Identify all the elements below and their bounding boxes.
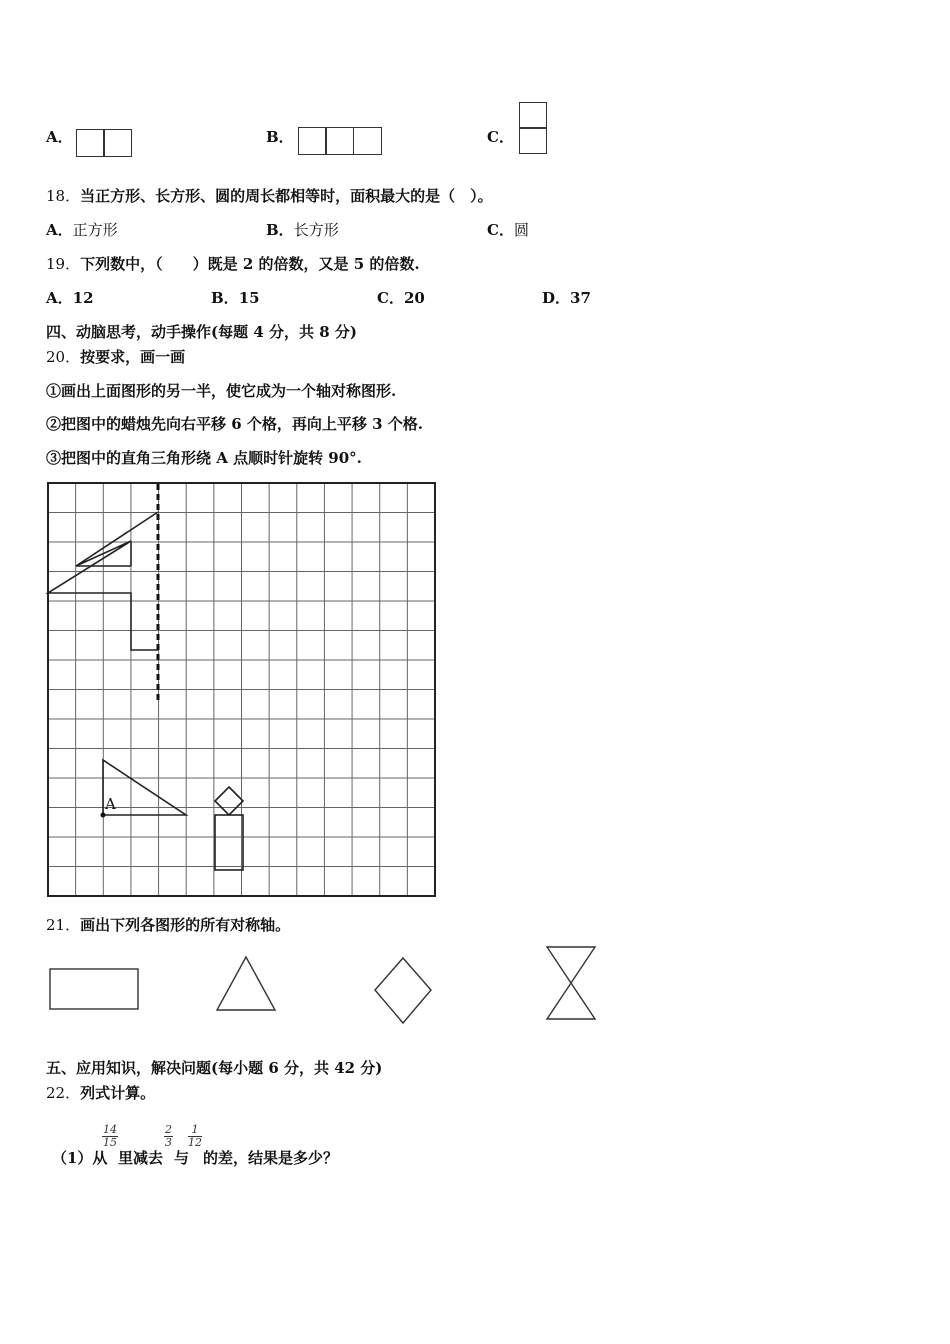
q20-step-1: ①画出上面图形的另一半，使它成为一个轴对称图形. [46, 382, 397, 400]
option-value: 12 [72, 289, 94, 307]
q20-number: 20． [46, 348, 81, 366]
fraction-numerator: 14 [103, 1123, 117, 1136]
fraction-2-3 [164, 1124, 173, 1149]
q21-text: 画出下列各图形的所有对称轴。 [80, 916, 291, 934]
option-value: 15 [238, 289, 260, 307]
q17-option-c-label: C． [487, 128, 514, 146]
fraction-14-15 [102, 1124, 118, 1149]
q21-shapes [0, 940, 950, 1030]
grid-lines [48, 483, 435, 896]
q21-question [46, 915, 290, 935]
candle-flame [215, 787, 243, 815]
q18-number: 18． [46, 187, 81, 205]
fraction-numerator: 1 [188, 1124, 202, 1137]
point-a-label: A [105, 795, 116, 813]
q22-part1-mid1: 里减去 [118, 1149, 164, 1167]
option-value: 正方形 [72, 221, 118, 239]
option-letter: B． [266, 221, 294, 239]
fraction-denominator: 12 [188, 1136, 202, 1149]
option-letter: A． [46, 289, 73, 307]
hourglass-shape [547, 947, 595, 1019]
triangle-shape [217, 957, 275, 1010]
option-letter: B． [211, 289, 239, 307]
q22-part1-tail: 的差，结果是多少？ [203, 1149, 339, 1167]
q19-number: 19． [46, 255, 81, 273]
section5-title: 五、应用知识，解决问题(每小题 6 分，共 42 分) [46, 1059, 383, 1077]
section4-title: 四、动脑思考，动手操作(每题 4 分，共 8 分) [46, 323, 357, 341]
q22-text: 列式计算。 [80, 1084, 156, 1102]
option-value: 20 [403, 289, 425, 307]
option-letter: C． [487, 221, 514, 239]
q20-step-2: ②把图中的蜡烛先向右平移 6 个格，再向上平移 3 个格. [46, 415, 423, 433]
rectangle-shape [50, 969, 138, 1009]
q22-part1-label: （1）从 [52, 1149, 108, 1167]
q22-part1-mid2: 与 [174, 1149, 190, 1167]
q20-step-3: ③把图中的直角三角形绕 A 点顺时针旋转 90°. [46, 449, 362, 467]
diamond-shape [375, 958, 431, 1023]
option-letter: D． [542, 289, 571, 307]
option-letter: C． [377, 289, 404, 307]
fraction-1-12 [188, 1124, 202, 1149]
q19-text: 下列数中，（ ）既是 2 的倍数，又是 5 的倍数. [80, 255, 420, 273]
fraction-numerator: 2 [165, 1123, 172, 1136]
q22-number: 22． [46, 1084, 81, 1102]
fraction-denominator: 3 [165, 1136, 172, 1149]
point-a [101, 813, 106, 818]
candle-body [215, 815, 243, 870]
q22-question [46, 1083, 155, 1103]
option-letter: A． [46, 221, 73, 239]
q20-text: 按要求，画一画 [80, 348, 186, 366]
option-value: 圆 [513, 221, 529, 239]
q18-text: 当正方形、长方形、圆的周长都相等时，面积最大的是（ ）。 [80, 187, 493, 205]
fraction-denominator: 15 [103, 1136, 117, 1149]
option-value: 37 [570, 289, 591, 307]
option-value: 长方形 [293, 221, 339, 239]
q21-number: 21． [46, 916, 81, 934]
q17-option-a-label: A． [46, 128, 73, 146]
q17-option-b-label: B． [266, 128, 294, 146]
